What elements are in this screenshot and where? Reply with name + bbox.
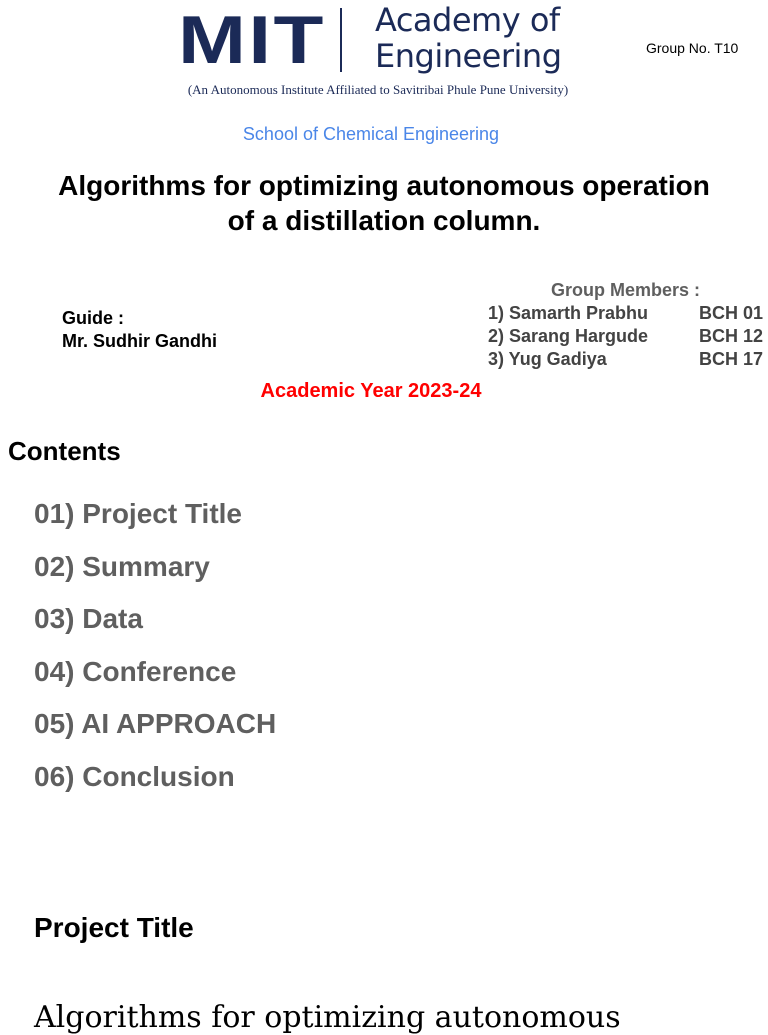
member-id: BCH 17 [698,349,763,369]
logo-mit-text: MIT [178,2,326,78]
member-name: 3) Yug Gadiya [488,349,607,369]
group-members-heading: Group Members : [550,280,701,300]
title-line-1: Algorithms for optimizing autonomous operation [58,170,710,201]
toc-item-ai-approach[interactable]: 05) AI APPROACH [34,708,277,740]
toc-item-conclusion[interactable]: 06) Conclusion [34,760,235,792]
logo-divider [340,8,342,72]
contents-heading: Contents [8,436,121,466]
member-id: BCH 12 [698,326,763,346]
member-id: BCH 01 [698,303,763,323]
document-title [20,168,748,238]
project-title-body: Algorithms for optimizing autonomous [34,1000,621,1035]
member-name: 1) Samarth Prabhu [488,303,649,323]
school-name: School of Chemical Engineering [242,124,500,144]
project-title-heading: Project Title [34,912,194,943]
toc-item-project-title[interactable]: 01) Project Title [34,498,243,529]
logo-tagline: (An Autonomous Institute Affiliated to Savitribai Phule Pune University) [187,82,569,97]
member-row [488,348,763,371]
table-of-contents [34,494,276,810]
toc-item-conference[interactable]: 04) Conference [34,655,237,687]
guide-name: Mr. Sudhir Gandhi [62,331,218,351]
member-row [488,302,763,325]
logo-academy-line1: Academy of [375,1,560,39]
institute-logo [170,0,590,104]
group-members-block [488,279,763,371]
toc-item-data[interactable]: 03) Data [34,603,143,635]
toc-item-summary[interactable]: 02) Summary [34,550,210,582]
member-name: 2) Sarang Hargude [488,326,649,346]
title-line-2: of a distillation column. [227,205,541,236]
member-row [488,325,763,348]
guide-block [62,307,217,353]
guide-label: Guide : [62,308,124,328]
logo-academy-text [375,2,562,74]
group-number: Group No. T10 [646,40,739,56]
academic-year: Academic Year 2023-24 [260,380,482,402]
logo-academy-line2: Engineering [375,37,562,75]
